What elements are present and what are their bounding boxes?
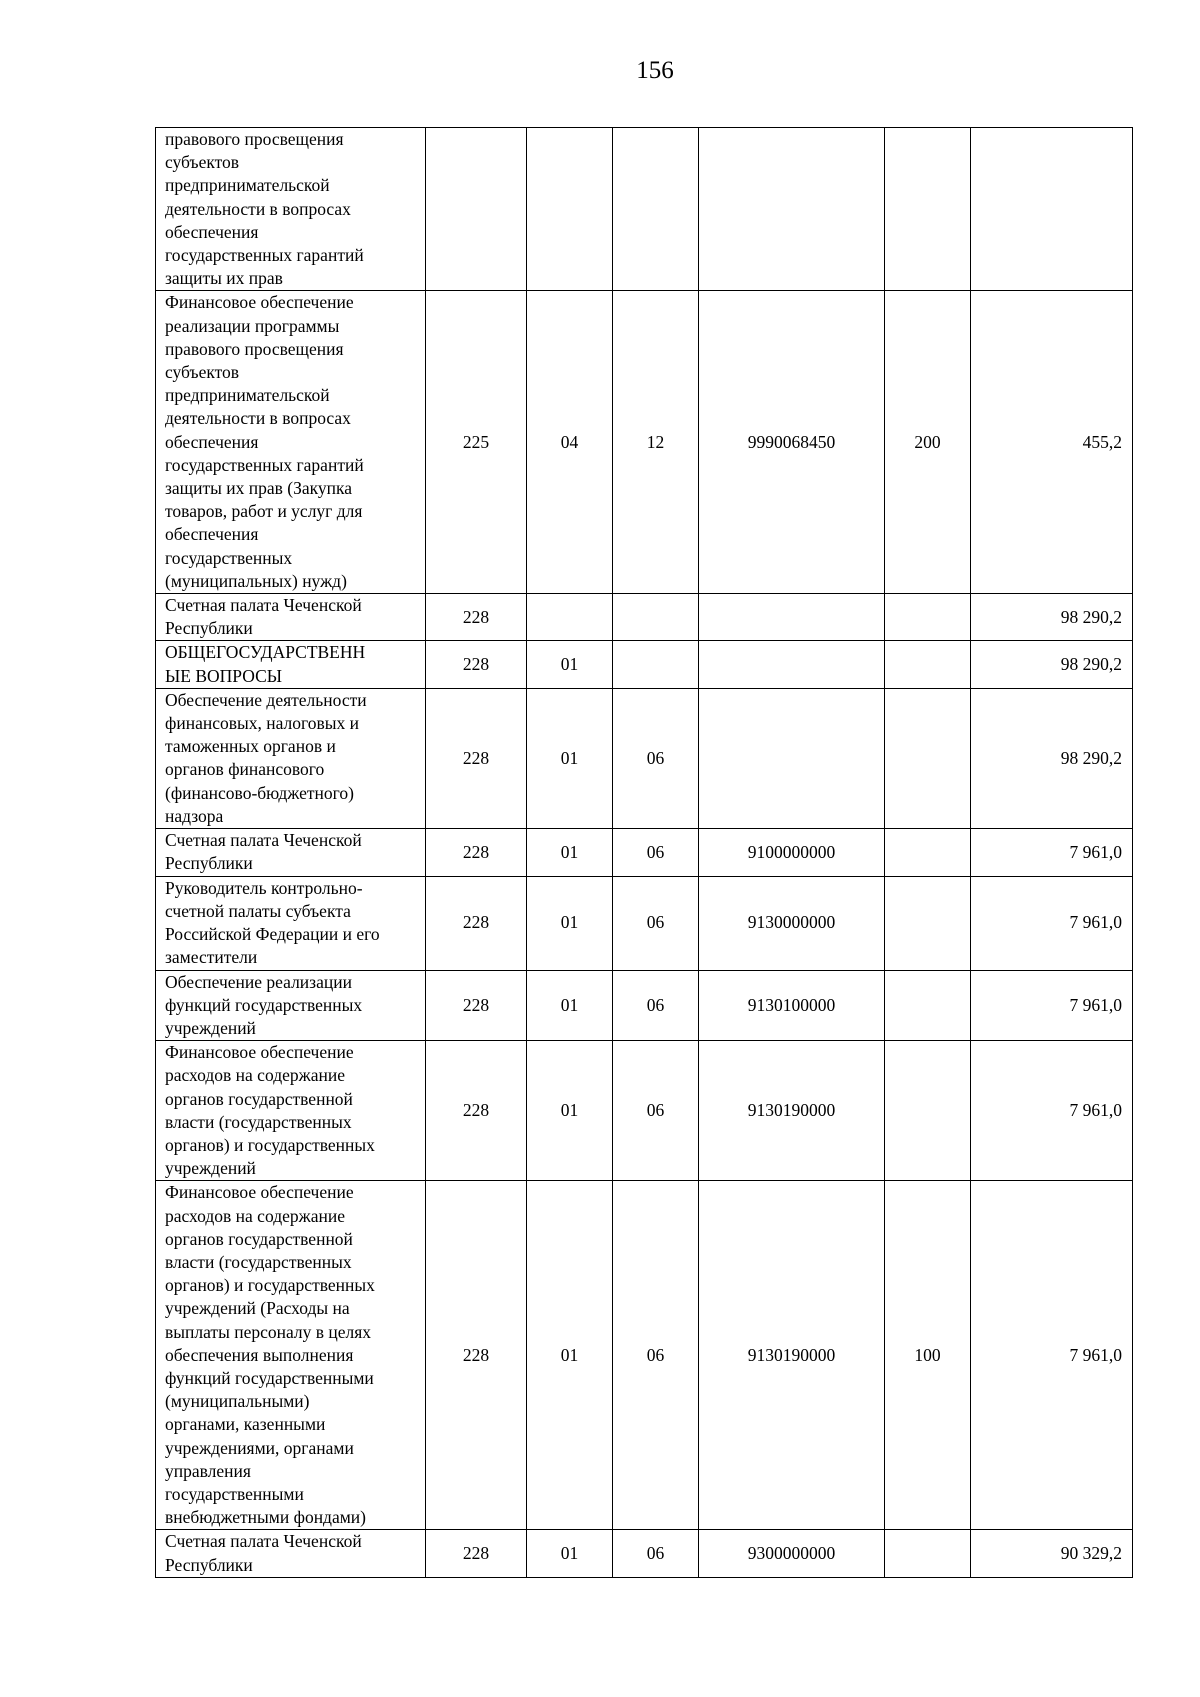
target-article-code-cell — [699, 688, 885, 828]
target-article-code-cell: 9130100000 — [699, 970, 885, 1041]
expense-type-code-cell — [885, 594, 971, 641]
ministry-code-cell: 228 — [426, 829, 527, 876]
expense-type-code-cell — [885, 1530, 971, 1577]
budget-table — [155, 127, 1133, 1578]
table-row — [156, 1181, 1133, 1530]
section-code-cell: 01 — [527, 688, 613, 828]
amount-cell: 7 961,0 — [971, 970, 1133, 1041]
expense-name-cell: Счетная палата Чеченской Республики — [156, 594, 426, 641]
subsection-code-cell: 06 — [613, 829, 699, 876]
expense-type-code-cell — [885, 1041, 971, 1181]
target-article-code-cell: 9130000000 — [699, 876, 885, 970]
ministry-code-cell — [426, 128, 527, 291]
subsection-code-cell — [613, 594, 699, 641]
expense-name-cell: Руководитель контрольно- счетной палаты субъекта Российской Федерации и его заместители — [156, 876, 426, 970]
table-row — [156, 1041, 1133, 1181]
expense-type-code-cell — [885, 970, 971, 1041]
amount-cell: 7 961,0 — [971, 1041, 1133, 1181]
section-code-cell: 01 — [527, 641, 613, 688]
subsection-code-cell — [613, 641, 699, 688]
section-code-cell: 01 — [527, 970, 613, 1041]
table-row — [156, 970, 1133, 1041]
subsection-code-cell: 06 — [613, 1181, 699, 1530]
page-number: 156 — [636, 57, 674, 84]
subsection-code-cell: 06 — [613, 970, 699, 1041]
table-row — [156, 128, 1133, 291]
table-row — [156, 688, 1133, 828]
target-article-code-cell — [699, 594, 885, 641]
section-code-cell: 04 — [527, 291, 613, 594]
subsection-code-cell: 12 — [613, 291, 699, 594]
expense-type-code-cell — [885, 641, 971, 688]
ministry-code-cell: 228 — [426, 1181, 527, 1530]
section-code-cell: 01 — [527, 829, 613, 876]
target-article-code-cell — [699, 641, 885, 688]
ministry-code-cell: 228 — [426, 1041, 527, 1181]
target-article-code-cell — [699, 128, 885, 291]
expense-type-code-cell — [885, 876, 971, 970]
expense-name-cell: Счетная палата Чеченской Республики — [156, 829, 426, 876]
amount-cell: 98 290,2 — [971, 641, 1133, 688]
subsection-code-cell — [613, 128, 699, 291]
ministry-code-cell: 228 — [426, 1530, 527, 1577]
expense-name-cell: Финансовое обеспечение расходов на содержание органов государственной власти (государственных органов) и государственных учреждений (Расходы на выплаты персоналу в целях обеспечения выполнения функций государственными (муниципальными) органами, казенными учреждениями, органами управления государственными внебюджетными фондами) — [156, 1181, 426, 1530]
expense-name-cell: Обеспечение деятельности финансовых, налоговых и таможенных органов и органов финансового (финансово-бюджетного) надзора — [156, 688, 426, 828]
ministry-code-cell: 228 — [426, 876, 527, 970]
expense-name-cell: ОБЩЕГОСУДАРСТВЕНН ЫЕ ВОПРОСЫ — [156, 641, 426, 688]
table-row — [156, 876, 1133, 970]
subsection-code-cell: 06 — [613, 1041, 699, 1181]
table-row — [156, 641, 1133, 688]
amount-cell: 90 329,2 — [971, 1530, 1133, 1577]
section-code-cell: 01 — [527, 1530, 613, 1577]
expense-type-code-cell — [885, 128, 971, 291]
section-code-cell: 01 — [527, 1041, 613, 1181]
expense-type-code-cell — [885, 829, 971, 876]
table-row — [156, 594, 1133, 641]
target-article-code-cell: 9990068450 — [699, 291, 885, 594]
ministry-code-cell: 225 — [426, 291, 527, 594]
subsection-code-cell: 06 — [613, 876, 699, 970]
amount-cell: 7 961,0 — [971, 829, 1133, 876]
amount-cell — [971, 128, 1133, 291]
ministry-code-cell: 228 — [426, 594, 527, 641]
table-row — [156, 829, 1133, 876]
ministry-code-cell: 228 — [426, 688, 527, 828]
section-code-cell: 01 — [527, 876, 613, 970]
expense-name-cell: правового просвещения субъектов предпринимательской деятельности в вопросах обеспечения государственных гарантий защиты их прав — [156, 128, 426, 291]
section-code-cell: 01 — [527, 1181, 613, 1530]
table-row — [156, 291, 1133, 594]
section-code-cell — [527, 594, 613, 641]
subsection-code-cell: 06 — [613, 688, 699, 828]
amount-cell: 7 961,0 — [971, 876, 1133, 970]
ministry-code-cell: 228 — [426, 641, 527, 688]
target-article-code-cell: 9130190000 — [699, 1181, 885, 1530]
target-article-code-cell: 9130190000 — [699, 1041, 885, 1181]
expense-name-cell: Обеспечение реализации функций государственных учреждений — [156, 970, 426, 1041]
amount-cell: 455,2 — [971, 291, 1133, 594]
subsection-code-cell: 06 — [613, 1530, 699, 1577]
target-article-code-cell: 9300000000 — [699, 1530, 885, 1577]
expense-name-cell: Финансовое обеспечение реализации программы правового просвещения субъектов предпринимательской деятельности в вопросах обеспечения государственных гарантий защиты их прав (Закупка товаров, работ и услуг для обеспечения государственных (муниципальных) нужд) — [156, 291, 426, 594]
ministry-code-cell: 228 — [426, 970, 527, 1041]
expense-name-cell: Счетная палата Чеченской Республики — [156, 1530, 426, 1577]
section-code-cell — [527, 128, 613, 291]
expense-type-code-cell: 100 — [885, 1181, 971, 1530]
expense-type-code-cell: 200 — [885, 291, 971, 594]
table-row — [156, 1530, 1133, 1577]
expense-name-cell: Финансовое обеспечение расходов на содержание органов государственной власти (государственных органов) и государственных учреждений — [156, 1041, 426, 1181]
amount-cell: 98 290,2 — [971, 688, 1133, 828]
target-article-code-cell: 9100000000 — [699, 829, 885, 876]
amount-cell: 7 961,0 — [971, 1181, 1133, 1530]
amount-cell: 98 290,2 — [971, 594, 1133, 641]
expense-type-code-cell — [885, 688, 971, 828]
table-body — [156, 128, 1133, 1578]
